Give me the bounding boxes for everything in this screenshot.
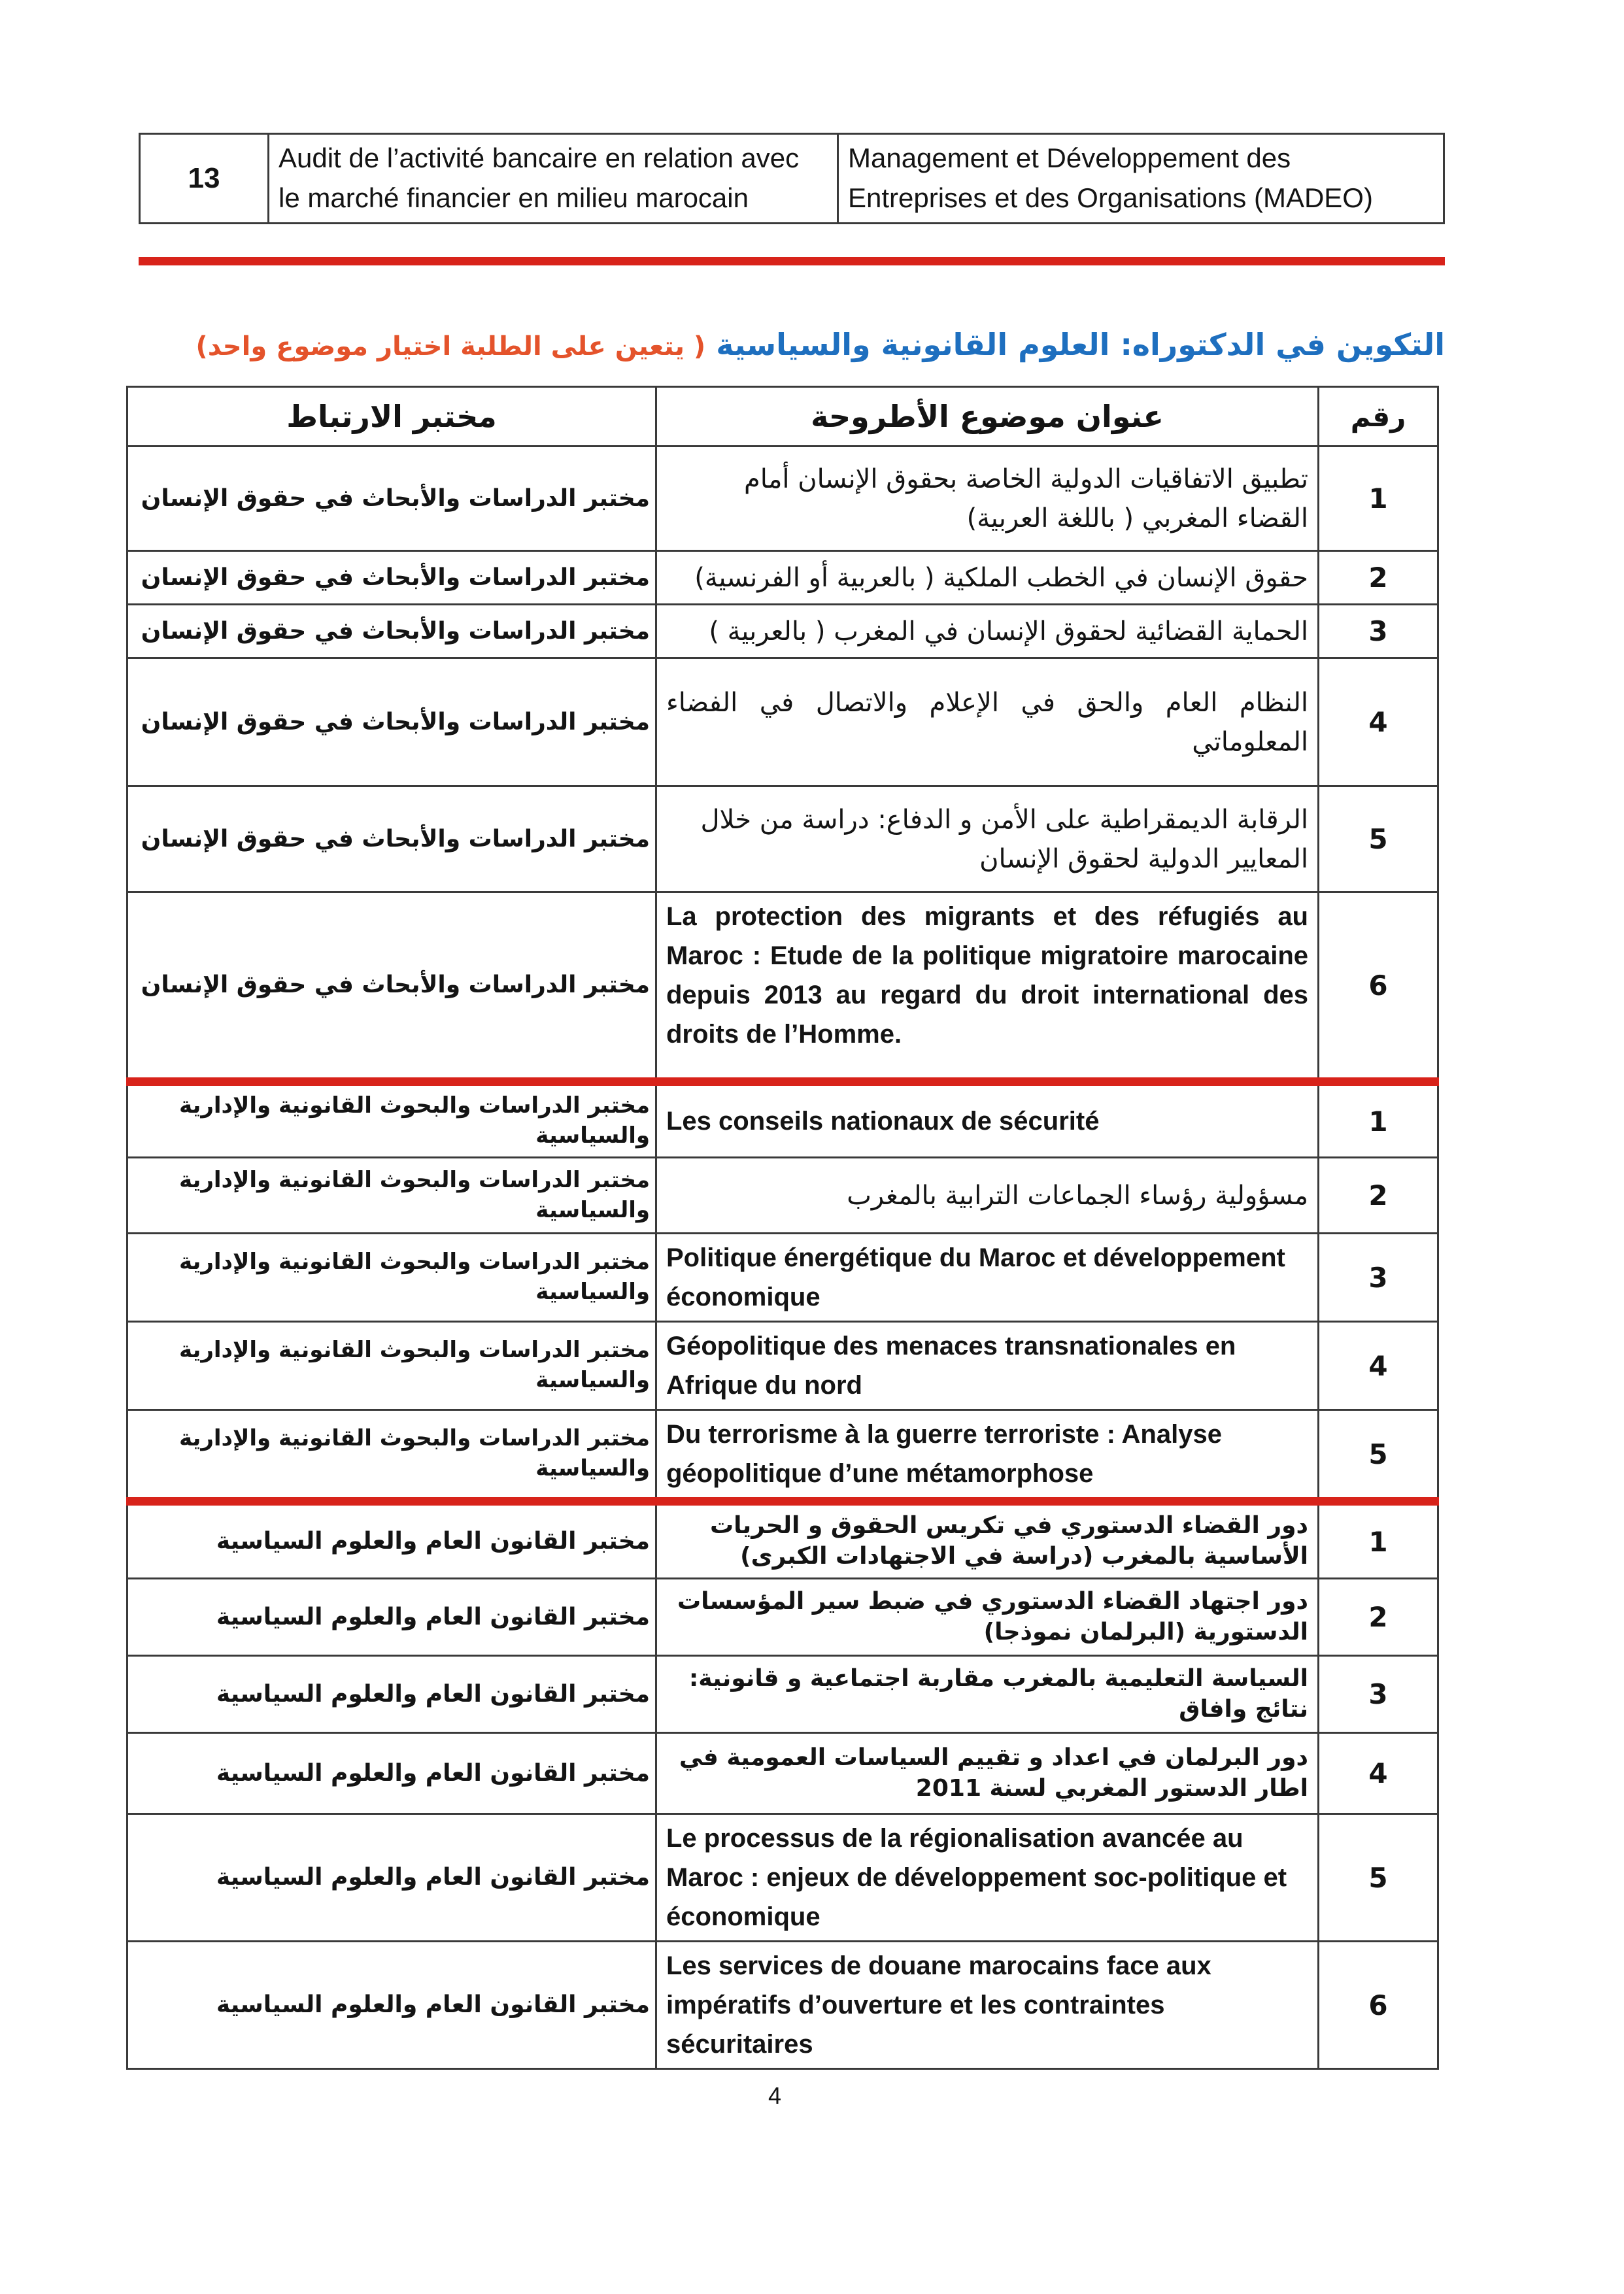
row-number: 13: [140, 134, 269, 224]
lab-name: مختبر الدراسات والأبحاث في حقوق الإنسان: [127, 658, 656, 786]
red-divider: [139, 257, 1445, 265]
row-number: 5: [1319, 1410, 1438, 1502]
row-number: 6: [1319, 1942, 1438, 2069]
section-title: [196, 327, 1445, 362]
row-number: 6: [1319, 892, 1438, 1082]
header-lab: مختبر الارتباط: [127, 387, 656, 447]
lab-name: مختبر القانون العام والعلوم السياسية: [127, 1733, 656, 1814]
row-number: 3: [1319, 1234, 1438, 1322]
thesis-topic: مسؤولية رؤساء الجماعات الترابية بالمغرب: [656, 1158, 1319, 1234]
table-row: [127, 658, 1438, 786]
thesis-topic: Géopolitique des menaces transnationales en Afrique du nord: [656, 1322, 1319, 1410]
lab-name: Management et Développement des Entreprises et des Organisations (MADEO): [838, 134, 1444, 224]
thesis-topic: Du terrorisme à la guerre terroriste : Analyse géopolitique d’une métamorphose: [656, 1410, 1319, 1502]
row-number: 2: [1319, 1579, 1438, 1656]
lab-name: مختبر القانون العام والعلوم السياسية: [127, 1942, 656, 2069]
table-row: [127, 1814, 1438, 1942]
page-number: 4: [768, 2082, 782, 2109]
row-number: 1: [1319, 447, 1438, 551]
lab-name: مختبر القانون العام والعلوم السياسية: [127, 1814, 656, 1942]
header-number: رقم: [1319, 387, 1438, 447]
thesis-topic: La protection des migrants et des réfugiés au Maroc : Etude de la politique migratoire marocaine depuis 2013 au regard du droit international des droits de l’Homme.: [656, 892, 1319, 1082]
lab-name: مختبر القانون العام والعلوم السياسية: [127, 1656, 656, 1733]
thesis-topic: الحماية القضائية لحقوق الإنسان في المغرب ( بالعربية ): [656, 605, 1319, 658]
row-number: 2: [1319, 1158, 1438, 1234]
row-number: 4: [1319, 1733, 1438, 1814]
table-row: [127, 605, 1438, 658]
lab-name: مختبر الدراسات والأبحاث في حقوق الإنسان: [127, 786, 656, 892]
table-row: [127, 1158, 1438, 1234]
row-number: 3: [1319, 1656, 1438, 1733]
lab-name: مختبر القانون العام والعلوم السياسية: [127, 1579, 656, 1656]
thesis-topic: Les conseils nationaux de sécurité: [656, 1082, 1319, 1158]
table-row: [127, 551, 1438, 605]
row-number: 2: [1319, 551, 1438, 605]
lab-name: مختبر الدراسات والأبحاث في حقوق الإنسان: [127, 605, 656, 658]
thesis-topic: Politique énergétique du Maroc et développement économique: [656, 1234, 1319, 1322]
lab-name: مختبر الدراسات والبحوث القانونية والإدارية والسياسية: [127, 1234, 656, 1322]
table-row: [127, 892, 1438, 1082]
table-row: [127, 786, 1438, 892]
table-row: [127, 1410, 1438, 1502]
thesis-topic: دور القضاء الدستوري في تكريس الحقوق و الحريات الأساسية بالمغرب (دراسة في الاجتهادات الكبرى): [656, 1502, 1319, 1579]
row-number: 1: [1319, 1082, 1438, 1158]
row-number: 5: [1319, 1814, 1438, 1942]
table-row: [127, 1942, 1438, 2069]
thesis-topic: Le processus de la régionalisation avancée au Maroc : enjeux de développement soc-politique et économique: [656, 1814, 1319, 1942]
table-row: [127, 1656, 1438, 1733]
header-topic: عنوان موضوع الأطروحة: [656, 387, 1319, 447]
lab-name: مختبر الدراسات والأبحاث في حقوق الإنسان: [127, 892, 656, 1082]
table-row: [127, 447, 1438, 551]
table-row: [127, 1733, 1438, 1814]
table-row: [127, 1234, 1438, 1322]
lab-name: مختبر الدراسات والبحوث القانونية والإدارية والسياسية: [127, 1322, 656, 1410]
thesis-topic: Les services de douane marocains face aux impératifs d’ouverture et les contraintes sécuritaires: [656, 1942, 1319, 2069]
row-number: 4: [1319, 658, 1438, 786]
row-number: 3: [1319, 605, 1438, 658]
top-table: [139, 133, 1445, 224]
table-row: [140, 134, 1444, 224]
table-row: [127, 1579, 1438, 1656]
thesis-topic: دور البرلمان في اعداد و تقييم السياسات العمومية في اطار الدستور المغربي لسنة 2011: [656, 1733, 1319, 1814]
thesis-topics-table: [126, 386, 1439, 2070]
lab-name: مختبر الدراسات والبحوث القانونية والإدارية والسياسية: [127, 1410, 656, 1502]
lab-name: مختبر الدراسات والبحوث القانونية والإدارية والسياسية: [127, 1082, 656, 1158]
thesis-topic: حقوق الإنسان في الخطب الملكية ( بالعربية أو الفرنسية): [656, 551, 1319, 605]
lab-name: مختبر الدراسات والبحوث القانونية والإدارية والسياسية: [127, 1158, 656, 1234]
thesis-topic: الرقابة الديمقراطية على الأمن و الدفاع: دراسة من خلال المعايير الدولية لحقوق الإنسان: [656, 786, 1319, 892]
thesis-topic: Audit de l’activité bancaire en relation avec le marché financier en milieu marocain: [269, 134, 838, 224]
table-header-row: [127, 387, 1438, 447]
table-row: [127, 1502, 1438, 1579]
lab-name: مختبر الدراسات والأبحاث في حقوق الإنسان: [127, 447, 656, 551]
section-title-note: ( يتعين على الطلبة اختيار موضوع واحد): [195, 331, 706, 362]
section-title-main: التكوين في الدكتوراه: العلوم القانونية والسياسية: [716, 327, 1445, 362]
table-row: [127, 1082, 1438, 1158]
thesis-topic: دور اجتهاد القضاء الدستوري في ضبط سير المؤسسات الدستورية (البرلمان نموذجا): [656, 1579, 1319, 1656]
row-number: 4: [1319, 1322, 1438, 1410]
thesis-topic: النظام العام والحق في الإعلام والاتصال في الفضاء المعلوماتي: [656, 658, 1319, 786]
table-row: [127, 1322, 1438, 1410]
thesis-topic: تطبيق الاتفاقيات الدولية الخاصة بحقوق الإنسان أمام القضاء المغربي ( باللغة العربية): [656, 447, 1319, 551]
lab-name: مختبر القانون العام والعلوم السياسية: [127, 1502, 656, 1579]
row-number: 5: [1319, 786, 1438, 892]
row-number: 1: [1319, 1502, 1438, 1579]
thesis-topic: السياسة التعليمية بالمغرب مقاربة اجتماعية و قانونية: نتائج وافاق: [656, 1656, 1319, 1733]
lab-name: مختبر الدراسات والأبحاث في حقوق الإنسان: [127, 551, 656, 605]
